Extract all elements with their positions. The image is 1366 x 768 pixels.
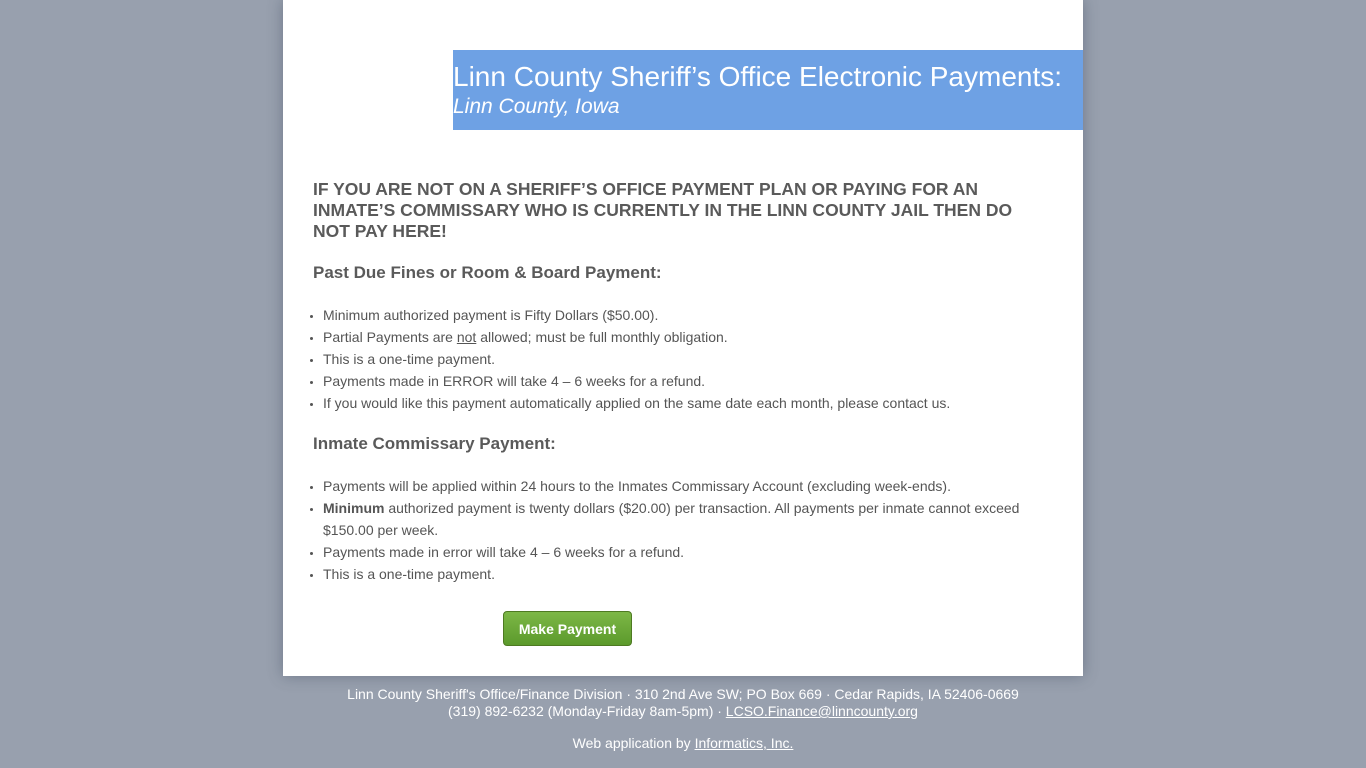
list-item: • Minimum authorized payment is Fifty Dollars ($50.00). [323, 304, 1053, 326]
list-item: • Payments made in ERROR will take 4 – 6 weeks for a refund. [323, 370, 1053, 392]
list-item [323, 497, 1053, 541]
footer-address: Linn County Sheriff's Office/Finance Division · 310 2nd Ave SW; PO Box 669 · Cedar Rapids, IA 52406-0669 [347, 686, 1019, 702]
list-item: • Payments made in error will take 4 – 6 weeks for a refund. [323, 541, 1053, 563]
email-link[interactable]: LCSO.Finance@linncounty.org [725, 703, 918, 719]
list-item: • If you would like this payment automatically applied on the same date each month, please contact us. [323, 392, 1053, 414]
item-text: Partial Payments are [323, 329, 457, 345]
content-panel [283, 0, 1083, 676]
make-payment-button[interactable]: Make Payment [503, 611, 632, 646]
header-banner [453, 50, 1083, 130]
footer-contact [283, 703, 1083, 720]
commissary-list [303, 475, 1053, 585]
fines-list [303, 304, 1053, 414]
page-subtitle: Linn County, Iowa [453, 95, 620, 118]
commissary-section-title: Inmate Commissary Payment: [313, 434, 556, 453]
footer-phone: (319) 892-6232 (Monday-Friday 8am-5pm) · [448, 703, 726, 719]
list-item: • This is a one-time payment. [323, 563, 1053, 585]
item-text: authorized payment is twenty dollars ($20.00) per transaction. All payments per inmate cannot exceed $150.00 per week. [323, 500, 1020, 538]
page-title: Linn County Sheriff’s Office Electronic Payments: [453, 61, 1063, 92]
informatics-link[interactable]: Informatics, Inc. [694, 735, 794, 751]
item-emphasis: Minimum [323, 500, 385, 516]
footer-credit [283, 735, 1083, 752]
credit-text: Web application by [572, 735, 695, 751]
list-item [323, 326, 1053, 348]
item-emphasis: not [456, 329, 477, 345]
fines-section-title: Past Due Fines or Room & Board Payment: [313, 263, 662, 282]
item-text: allowed; must be full monthly obligation. [476, 329, 728, 345]
warning-notice: IF YOU ARE NOT ON A SHERIFF’S OFFICE PAYMENT PLAN OR PAYING FOR AN INMATE’S COMMISSARY WHO IS CURRENTLY IN THE LINN COUNTY JAIL THEN DO NOT PAY HERE! [313, 179, 1013, 241]
list-item: • This is a one-time payment. [323, 348, 1053, 370]
list-item: • Payments will be applied within 24 hours to the Inmates Commissary Account (excluding week-ends). [323, 475, 1053, 497]
footer [283, 686, 1083, 752]
